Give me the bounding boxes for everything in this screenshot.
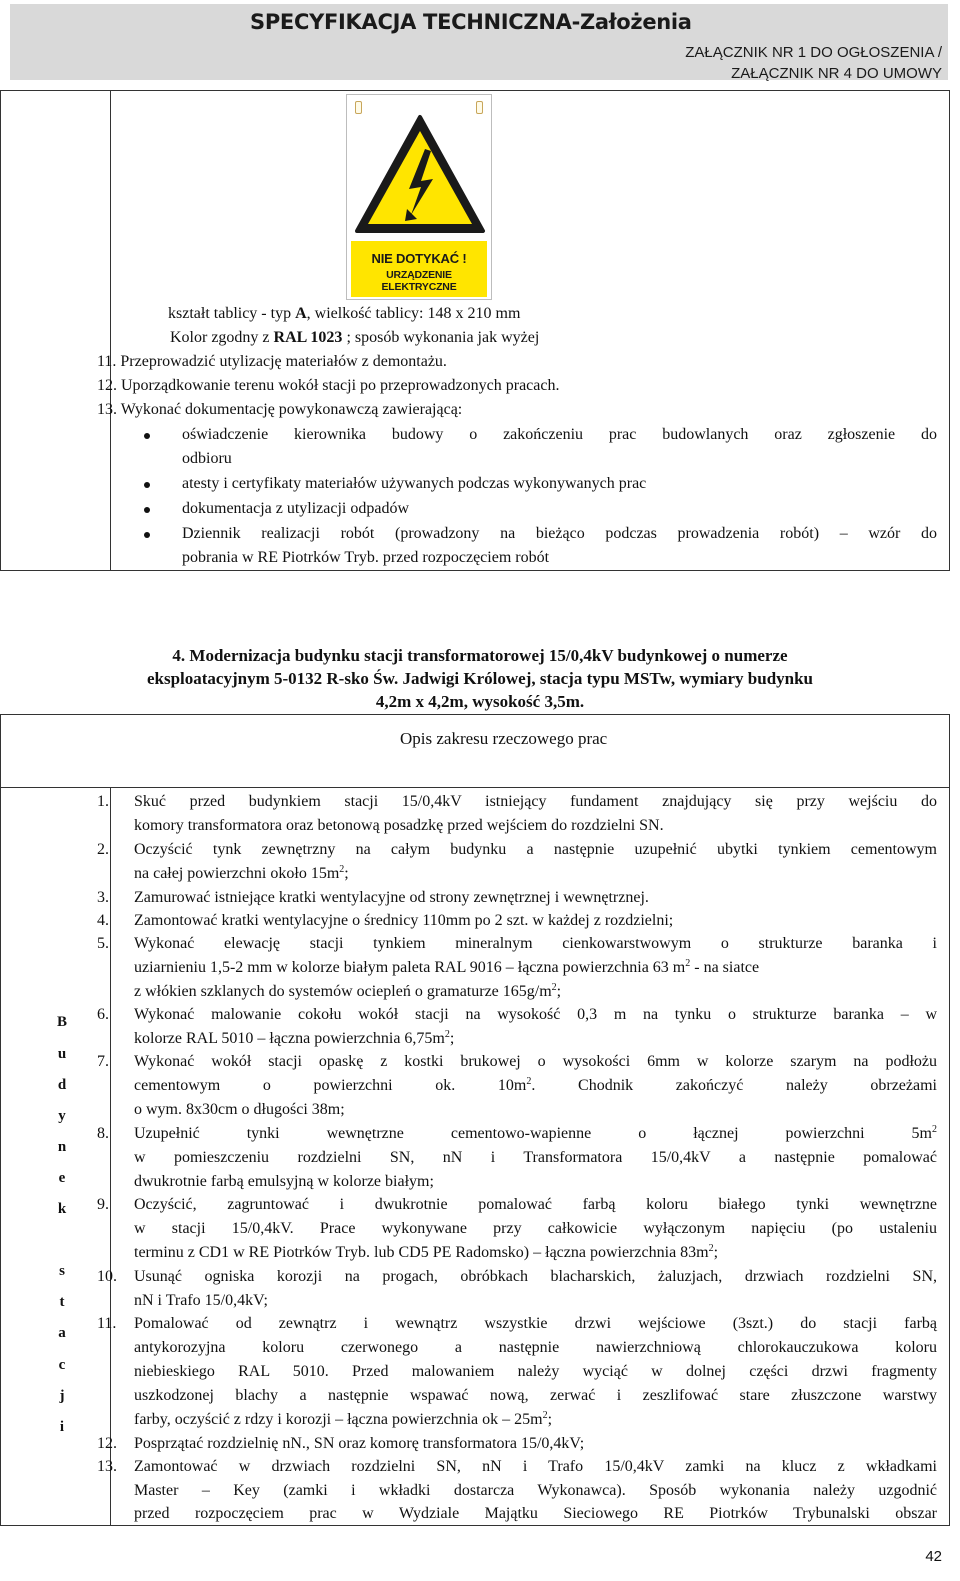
warning-text-1: NIE DOTYKAĆ !	[371, 251, 467, 266]
vertical-label-letter: n	[57, 1139, 67, 1155]
item-number: 13.	[97, 1458, 117, 1475]
vertical-label-letter: e	[58, 1170, 66, 1186]
section-heading-line-1: 4. Modernizacja budynku stacji transformatorowej 15/0,4kV budynkowej o numerze	[172, 646, 788, 665]
warning-label	[351, 241, 487, 297]
item-line: Master – Key (zamki i wkładki dostarcza Wykonawca). Sposób wykonania należy uzgodnić	[134, 1482, 937, 1499]
bullet-item-line: oświadczenie kierownika budowy o zakończeniu prac budowlanych oraz zgłoszenie do	[182, 426, 937, 443]
vertical-label-letter: c	[58, 1357, 66, 1373]
item-line: Skuć przed budynkiem stacji 15/0,4kV istniejący fundament znajdujący się przy wejściu do	[134, 793, 937, 810]
item-number: 5.	[97, 935, 109, 952]
page-header	[10, 4, 948, 80]
item-line: Oczyścić tynk zewnętrzny na całym budynku a następnie uzupełnić ubytki tynkiem cementowym	[134, 841, 937, 858]
item-number: 4.	[97, 912, 109, 929]
top-table-divider	[110, 90, 111, 571]
item-line: dwukrotnie farbą emulsyjną w kolorze białym;	[134, 1173, 434, 1190]
item-line: antykorozyjna koloru czerwonego a następnie nawierzchniową chlorokauczukowa koloru	[134, 1339, 937, 1356]
bullet-item-line: atesty i certyfikaty materiałów używanych podczas wykonywanych prac	[182, 475, 647, 492]
attachment-line-2: ZAŁĄCZNIK NR 4 DO UMOWY	[731, 65, 942, 82]
item-line: w stacji 15/0,4kV. Prace wykonywane przy całkowicie wyłączonym napięciu (po ustaleniu	[134, 1220, 937, 1237]
item-line: Uzupełnić tynki wewnętrzne cementowo-wapienne o łącznej powierzchni $5m^2$	[134, 1124, 937, 1142]
item-line: Usunąć ogniska korozji na progach, obróbkach blacharskich, żaluzjach, drzwiach rozdzielni SN,	[134, 1268, 937, 1285]
bullet-icon	[144, 532, 150, 538]
scope-header-divider	[0, 787, 950, 788]
vertical-label-letter: k	[57, 1201, 67, 1217]
item-line: uziarnieniu 1,5-2 mm w kolorze białym paleta RAL 9016 – łączna powierzchnia 63 $m^2$ - na siatce	[134, 958, 760, 976]
bullet-item-line: Dziennik realizacji robót (prowadzony na bieżąco podczas prowadzenia robót) – wzór do	[182, 525, 937, 542]
item-line: Zamontować w drzwiach rozdzielni SN, nN i Trafo 15/0,4kV zamki na klucz z wkładkami	[134, 1458, 937, 1475]
bullet-icon	[144, 482, 150, 488]
vertical-label-letter: t	[59, 1294, 65, 1310]
item-number: 12.	[97, 1435, 117, 1452]
item-number: 1.	[97, 793, 109, 810]
item-line: w pomieszczeniu rozdzielni SN, nN i Transformatora 15/0,4kV a następnie pomalować	[134, 1149, 937, 1166]
sign-shape-line: kształt tablicy - typ A, wielkość tablicy: 148 x 210 mm	[168, 305, 521, 322]
list-item: 12. Uporządkowanie terenu wokół stacji po przeprowadzonych pracach.	[97, 377, 560, 394]
item-number: 11.	[97, 1315, 117, 1332]
item-line: Wykonać malowanie cokołu wokół stacji na wysokość 0,3 m na tynku o strukturze baranka – w	[134, 1006, 937, 1023]
item-line: przed rozpoczęciem prac w Wydziale Majątku Sieciowego RE Piotrków Trybunalski obszar	[134, 1505, 937, 1522]
vertical-label-letter: B	[56, 1014, 67, 1030]
document-title: SPECYFIKACJA TECHNICZNA-Założenia	[250, 10, 692, 34]
vertical-label-letter: j	[59, 1388, 65, 1404]
item-number: 6.	[97, 1006, 109, 1023]
item-line: z włókien szklanych do systemów ociepleń o gramaturze $165g/m^2$;	[134, 982, 562, 1000]
item-line: terminu z CD1 w RE Piotrków Tryb. lub CD5 PE Radomsko) – łączna powierzchnia $83m^2$;	[134, 1243, 719, 1261]
scope-column-divider	[110, 787, 111, 1526]
item-line: Posprzątać rozdzielnię nN., SN oraz komorę transformatora 15/0,4kV;	[134, 1435, 585, 1452]
list-item: 11. Przeprowadzić utylizację materiałów z demontażu.	[97, 353, 447, 370]
list-item: 13. Wykonać dokumentację powykonawczą zawierającą:	[97, 401, 463, 418]
item-line: o wym. 8x30cm o długości 38m;	[134, 1101, 345, 1118]
warning-sign-image	[346, 94, 492, 300]
page-number: 42	[925, 1548, 942, 1565]
item-number: 10.	[97, 1268, 117, 1285]
warning-text-2: URZĄDZENIE ELEKTRYCZNE	[381, 269, 457, 293]
sign-color-line: Kolor zgodny z RAL 1023 ; sposób wykonania jak wyżej	[170, 329, 540, 346]
scope-header: Opis zakresu rzeczowego prac	[400, 729, 608, 748]
vertical-label-letter: u	[57, 1046, 67, 1062]
section-heading-line-3: 4,2m x 4,2m, wysokość 3,5m.	[375, 692, 585, 711]
item-line: Pomalować od zewnątrz i wewnątrz wszystkie drzwi wejściowe (3szt.) do stacji farbą	[134, 1315, 937, 1332]
item-number: 9.	[97, 1196, 109, 1213]
vertical-label-letter: d	[57, 1077, 67, 1093]
vertical-label-letter: a	[58, 1325, 66, 1341]
bullet-icon	[144, 433, 150, 439]
item-line: Zamurować istniejące kratki wentylacyjne od strony zewnętrznej i wewnętrznej.	[134, 889, 649, 906]
vertical-label-letter: i	[59, 1419, 65, 1435]
item-line: Zamontować kratki wentylacyjne o średnicy 110mm po 2 szt. w każdej z rozdzielni;	[134, 912, 674, 929]
item-number: 8.	[97, 1125, 109, 1142]
high-voltage-warning-icon	[353, 113, 487, 237]
item-line: cementowym o powierzchni ok. $10m^2$. Chodnik zakończyć należy obrzeżami	[134, 1076, 937, 1094]
vertical-label-letter: y	[58, 1108, 66, 1124]
bullet-item-line: pobrania w RE Piotrków Tryb. przed rozpoczęciem robót	[182, 549, 550, 566]
item-line: Wykonać wokół stacji opaskę z kostki brukowej o wysokości 6mm w kolorze szarym na podłożu	[134, 1053, 937, 1070]
item-number: 3.	[97, 889, 109, 906]
section-heading-line-2: eksploatacyjnym 5-0132 R-sko Św. Jadwigi Królowej, stacja typu MSTw, wymiary budynku	[146, 669, 814, 688]
item-line: uszkodzonej blachy a następnie wspawać nową, zerwać i zeszlifować stare złuszczone warstwy	[134, 1387, 937, 1404]
item-line: Wykonać elewację stacji tynkiem mineralnym cienkowarstwowym o strukturze baranka i	[134, 935, 937, 952]
bullet-icon	[144, 507, 150, 513]
item-line: kolorze RAL 5010 – łączna powierzchnia $6,75m^2$;	[134, 1029, 455, 1047]
item-line: na całej powierzchni około $15m^2$;	[134, 864, 349, 882]
attachment-line-1: ZAŁĄCZNIK NR 1 DO OGŁOSZENIA /	[685, 44, 942, 61]
item-line: nN i Trafo 15/0,4kV;	[134, 1292, 268, 1309]
item-line: niebieskiego RAL 5010. Przed malowaniem należy wyciąć w dolnej części drzwi fragmenty	[134, 1363, 937, 1380]
bullet-item-line: odbioru	[182, 450, 232, 467]
item-line: Oczyścić, zagruntować i dwukrotnie pomalować farbą koloru białego tynki wewnętrzne	[134, 1196, 937, 1213]
bullet-item-line: dokumentacja z utylizacji odpadów	[182, 500, 410, 517]
item-line: komory transformatora oraz betonową posadzkę przed wejściem do rozdzielni SN.	[134, 817, 664, 834]
item-number: 7.	[97, 1053, 109, 1070]
item-line: farby, oczyścić z rdzy i korozji – łączna powierzchnia ok – $25m^2$;	[134, 1410, 553, 1428]
item-number: 2.	[97, 841, 109, 858]
attachment-reference	[685, 42, 942, 84]
vertical-label-letter: s	[59, 1263, 65, 1279]
